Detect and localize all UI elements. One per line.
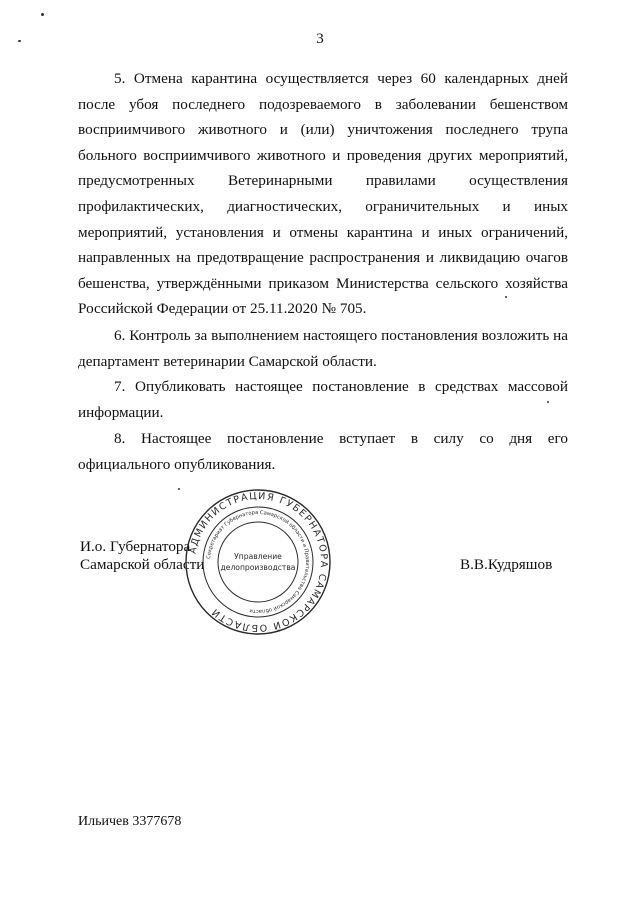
paragraph-8 — [78, 426, 568, 477]
paragraph-8-text: 8. Настоящее постановление вступает в силу со дня его официального опубликования. — [78, 430, 568, 473]
paragraph-6-text: 6. Контроль за выполнением настоящего постановления возложить на департамент ветеринарии Самарской области. — [78, 327, 568, 370]
paragraph-5-text: 5. Отмена карантина осуществляется через 60 календарных дней после убоя последнего подозреваемого в заболевании бешенством восприимчивого животного и (или) уничтожения последнего трупа больного восприимчивого животного и проведения других мероприятий, предусмотренных Ветеринарными правилами осуществления профилактических, диагностических, ограничительных и иных мероприятий, установления и отмены карантина и иных ограничений, направленных на предотвращение распространения и ликвидацию очагов бешенства, утверждёнными приказом Министерства сельского хозяйства Российской Федерации от 25.11.2020 № 705. — [78, 70, 568, 318]
signature-position-line1: И.о. Губернатора — [80, 538, 191, 555]
page-number: 3 — [316, 31, 324, 47]
scan-speck — [178, 488, 180, 490]
paragraph-7 — [78, 374, 568, 425]
seal-inner-text: Секретариат Губернатора Самарской области и Правительства Самарской области — [206, 509, 311, 615]
official-seal — [183, 487, 333, 637]
signature-position-line2: Самарской области — [80, 556, 205, 573]
scan-speck — [547, 401, 549, 403]
paragraph-5 — [78, 66, 568, 322]
scan-speck — [41, 13, 44, 16]
seal-center-line1: Управление — [234, 552, 282, 561]
svg-text:Секретариат Губернатора Самарс — [206, 510, 310, 614]
scan-speck — [505, 296, 507, 298]
paragraph-7-text: 7. Опубликовать настоящее постановление в средствах массовой информации. — [78, 378, 568, 421]
signatory-name: В.В.Кудряшов — [460, 556, 553, 573]
paragraph-6 — [78, 323, 568, 374]
seal-center-line2: делопроизводства — [220, 563, 296, 572]
seal-outer-text: АДМИНИСТРАЦИЯ ГУБЕРНАТОРА САМАРСКОЙ ОБЛАСТИ — [187, 490, 330, 634]
executor-note: Ильичев 3377678 — [78, 814, 182, 829]
scan-speck — [18, 40, 21, 42]
